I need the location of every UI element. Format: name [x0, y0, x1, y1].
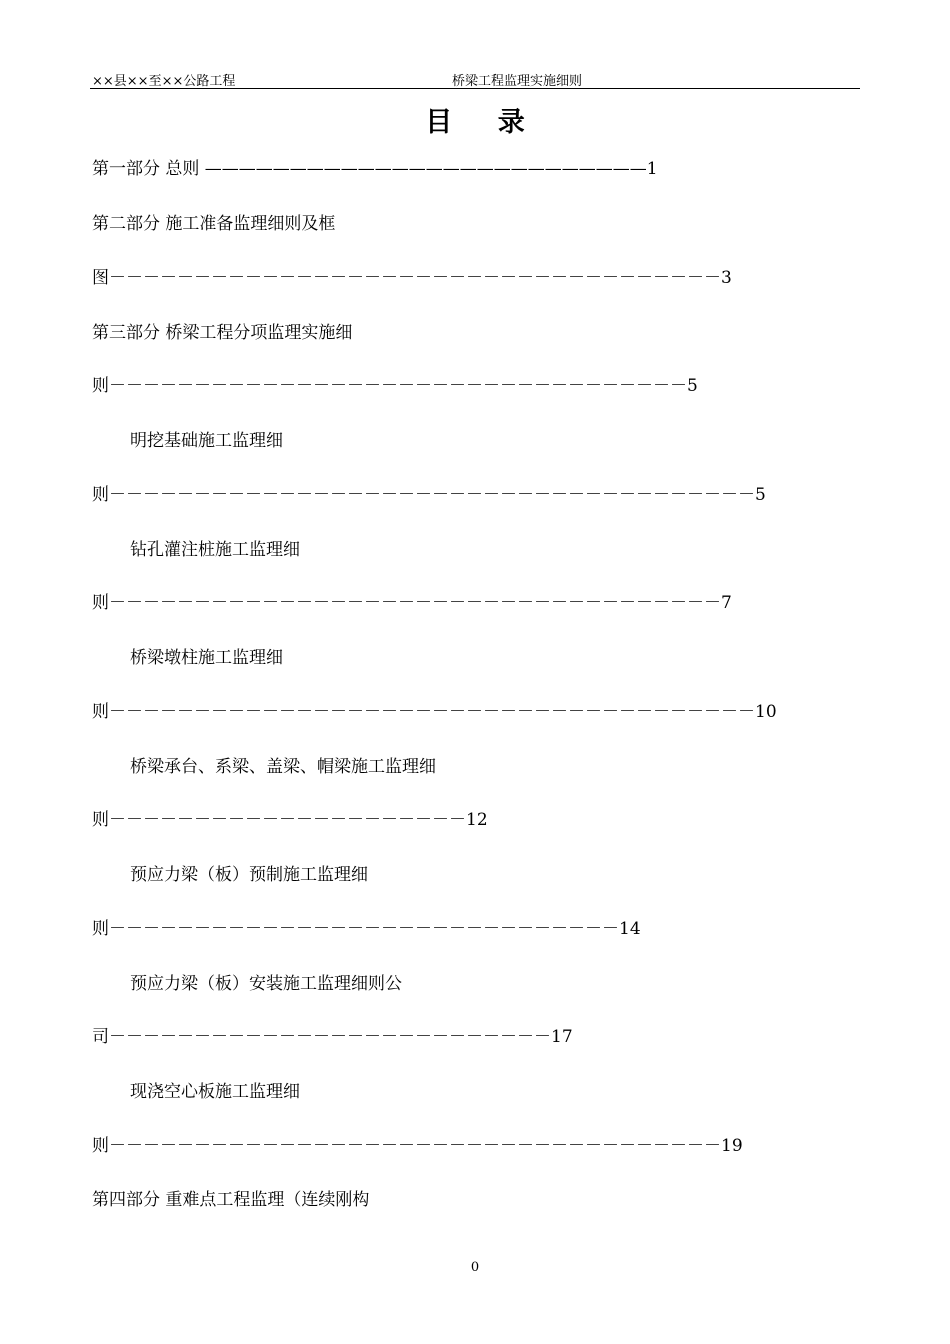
toc-subentry: 预应力梁（板）预制施工监理细	[130, 865, 368, 885]
page-title: 目 录	[425, 107, 543, 138]
page-number: 0	[470, 1260, 480, 1275]
toc-entry: 第二部分 施工准备监理细则及框	[92, 214, 336, 234]
toc-entry-leader: 司－－－－－－－－－－－－－－－－－－－－－－－－－－17	[92, 1027, 573, 1047]
toc-subentry: 现浇空心板施工监理细	[130, 1082, 300, 1102]
toc-subentry: 桥梁承台、系梁、盖梁、帽梁施工监理细	[130, 757, 436, 777]
toc-entry-leader: 则－－－－－－－－－－－－－－－－－－－－－－－－－－－－－－－－－－－－7	[92, 593, 732, 613]
header-left-text: ××县××至××公路工程	[92, 74, 236, 89]
toc-subentry: 预应力梁（板）安装施工监理细则公	[130, 974, 402, 994]
header-rule	[90, 88, 860, 89]
toc-entry: 第一部分 总则 ——————————————————————————1	[92, 159, 658, 179]
toc-entry-leader: 则－－－－－－－－－－－－－－－－－－－－－－－－－－－－－－－－－－－－－－5	[92, 485, 766, 505]
toc-subentry: 明挖基础施工监理细	[130, 431, 283, 451]
toc-subentry: 钻孔灌注桩施工监理细	[130, 540, 300, 560]
toc-entry: 第三部分 桥梁工程分项监理实施细	[92, 323, 353, 343]
toc-entry-leader: 则－－－－－－－－－－－－－－－－－－－－－－－－－－－－－－－－－－5	[92, 376, 698, 396]
toc-subentry: 桥梁墩柱施工监理细	[130, 648, 283, 668]
toc-entry-leader: 图－－－－－－－－－－－－－－－－－－－－－－－－－－－－－－－－－－－－3	[92, 268, 732, 288]
toc-entry-leader: 则－－－－－－－－－－－－－－－－－－－－－－－－－－－－－－－－－－－－19	[92, 1136, 743, 1156]
toc-entry-leader: 则－－－－－－－－－－－－－－－－－－－－－－－－－－－－－－－－－－－－－－10	[92, 702, 777, 722]
header-center-text: 桥梁工程监理实施细则	[452, 74, 583, 89]
toc-entry-leader: 则－－－－－－－－－－－－－－－－－－－－－12	[92, 810, 488, 830]
toc-entry-leader: 则－－－－－－－－－－－－－－－－－－－－－－－－－－－－－－14	[92, 919, 641, 939]
toc-entry: 第四部分 重难点工程监理（连续刚构	[92, 1190, 370, 1210]
